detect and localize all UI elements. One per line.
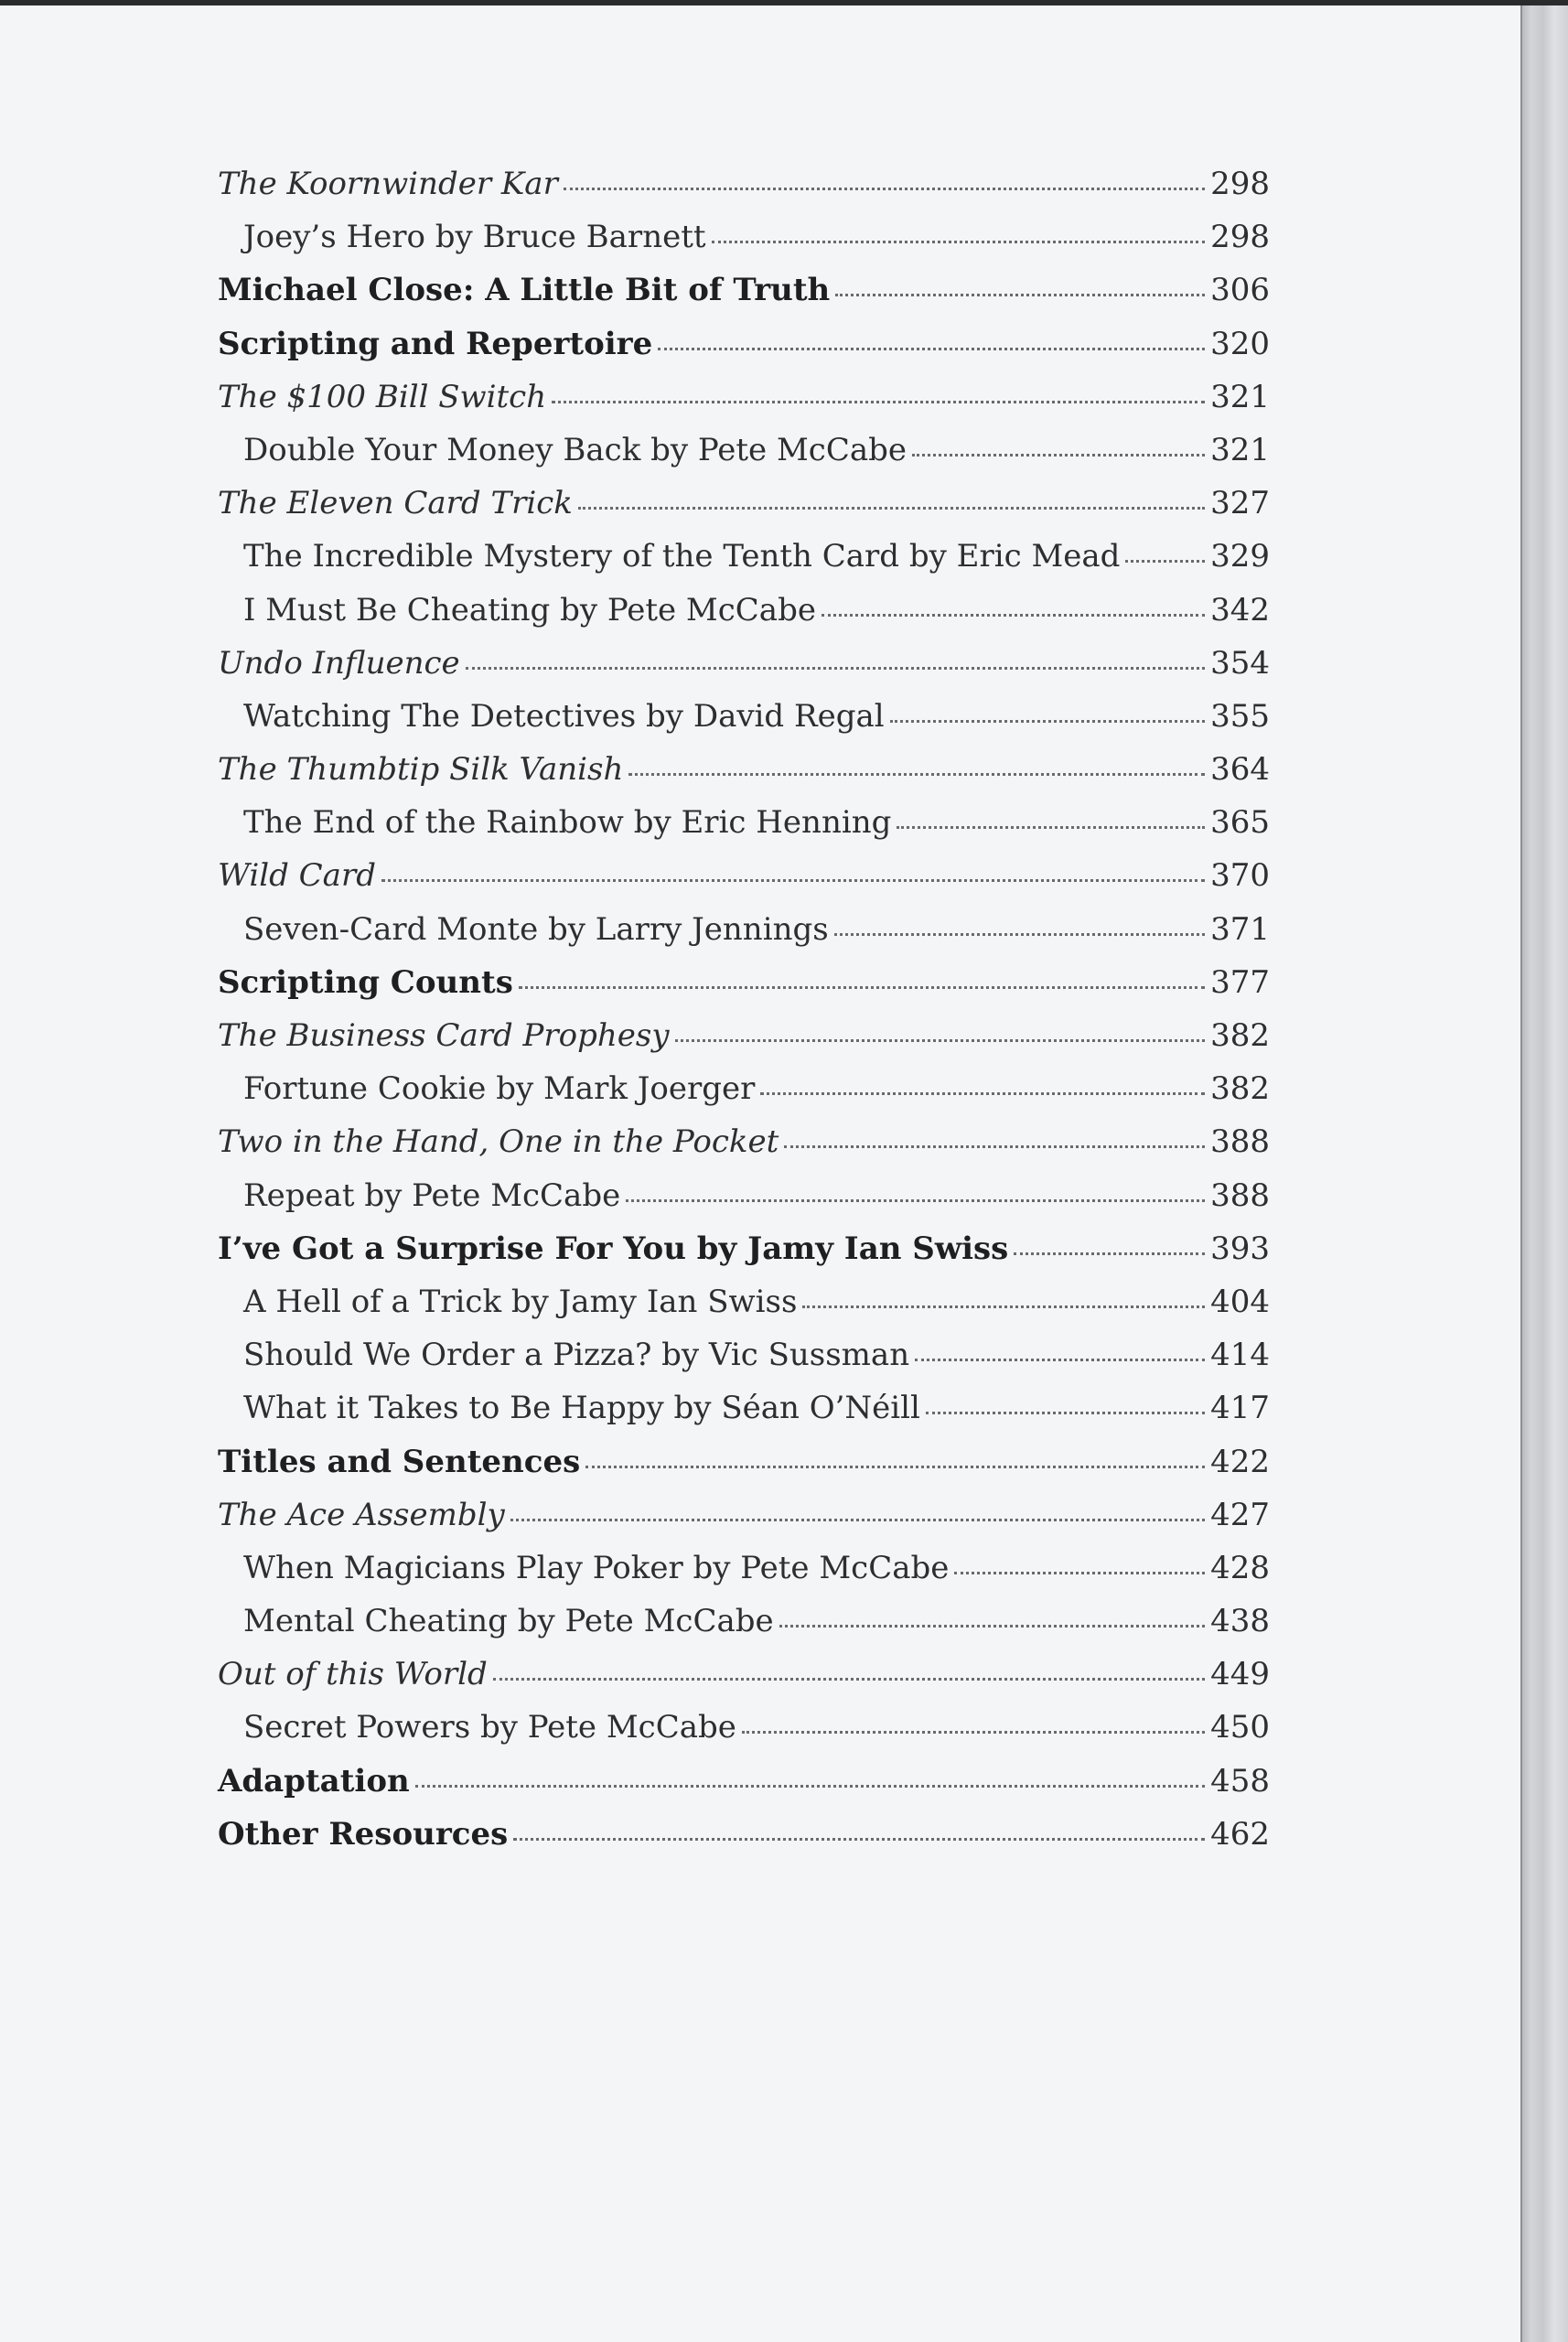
dot-leader	[760, 1092, 1205, 1095]
toc-entry	[218, 1009, 1270, 1062]
toc-entry	[218, 1062, 1270, 1115]
toc-entry-page: 320	[1210, 325, 1270, 362]
toc-entry	[218, 1222, 1270, 1275]
dot-leader	[802, 1305, 1205, 1308]
toc-entry-title: Two in the Hand, One in the Pocket	[218, 1123, 779, 1161]
toc-entry-page: 298	[1210, 219, 1270, 256]
toc-entry	[218, 1115, 1270, 1168]
toc-entry-title: Fortune Cookie by Mark Joerger	[243, 1070, 756, 1108]
toc-entry	[218, 849, 1270, 902]
dot-leader	[742, 1731, 1205, 1734]
toc-entry-page: 382	[1210, 1070, 1270, 1108]
toc-entry-title: Michael Close: A Little Bit of Truth	[218, 272, 831, 309]
toc-entry-page: 365	[1210, 804, 1270, 842]
dot-leader	[626, 1199, 1205, 1202]
toc-entry-page: 370	[1210, 857, 1270, 895]
table-of-contents	[218, 157, 1270, 1861]
dot-leader	[628, 773, 1205, 776]
dot-leader	[564, 188, 1205, 190]
toc-entry	[218, 903, 1270, 956]
dot-leader	[784, 1145, 1205, 1148]
toc-entry	[218, 263, 1270, 317]
toc-entry	[218, 1648, 1270, 1701]
toc-entry	[218, 1381, 1270, 1434]
dot-leader	[890, 720, 1205, 723]
toc-entry-title: Should We Order a Pizza? by Vic Sussman	[243, 1337, 910, 1374]
toc-entry-page: 355	[1210, 697, 1270, 735]
dot-leader	[381, 879, 1205, 882]
dot-leader	[912, 454, 1205, 457]
book-spine	[1522, 0, 1568, 2342]
toc-entry	[218, 1808, 1270, 1861]
toc-entry	[218, 424, 1270, 477]
toc-entry-page: 342	[1210, 591, 1270, 628]
dot-leader	[1125, 560, 1205, 563]
toc-entry-page: 428	[1210, 1549, 1270, 1586]
dot-leader	[712, 241, 1206, 243]
toc-entry-title: What it Takes to Be Happy by Séan O’Néill	[243, 1390, 920, 1427]
toc-entry-page: 321	[1210, 378, 1270, 415]
toc-entry-page: 354	[1210, 644, 1270, 682]
dot-leader	[466, 667, 1205, 670]
dot-leader	[578, 507, 1205, 510]
dot-leader	[415, 1785, 1205, 1788]
dot-leader	[779, 1625, 1205, 1628]
dot-leader	[585, 1466, 1205, 1468]
dot-leader	[552, 401, 1205, 403]
toc-entry	[218, 584, 1270, 637]
dot-leader	[675, 1039, 1206, 1042]
toc-entry	[218, 637, 1270, 690]
toc-entry-title: I’ve Got a Surprise For You by Jamy Ian Swiss	[218, 1230, 1009, 1267]
toc-entry	[218, 690, 1270, 743]
toc-entry-title: Seven-Card Monte by Larry Jennings	[243, 910, 829, 948]
toc-entry-page: 462	[1210, 1815, 1270, 1853]
toc-entry	[218, 530, 1270, 583]
toc-entry-title: Double Your Money Back by Pete McCabe	[243, 431, 908, 468]
toc-entry-page: 449	[1210, 1656, 1270, 1693]
dot-leader	[834, 933, 1205, 936]
toc-entry-title: Scripting and Repertoire	[218, 325, 653, 362]
dot-leader	[510, 1519, 1205, 1521]
toc-entry-title: The Incredible Mystery of the Tenth Card by Eric Mead	[243, 538, 1121, 575]
dot-leader	[926, 1412, 1205, 1414]
toc-entry-title: The $100 Bill Switch	[218, 378, 547, 415]
toc-entry-page: 388	[1210, 1123, 1270, 1161]
toc-entry-title: Repeat by Pete McCabe	[243, 1176, 621, 1214]
scan-top-edge	[0, 0, 1568, 5]
toc-entry	[218, 796, 1270, 849]
toc-entry	[218, 1595, 1270, 1648]
toc-entry-title: When Magicians Play Poker by Pete McCabe	[243, 1549, 950, 1586]
toc-entry-page: 427	[1210, 1496, 1270, 1533]
toc-entry-page: 364	[1210, 751, 1270, 789]
dot-leader	[493, 1678, 1205, 1681]
toc-entry-title: Other Resources	[218, 1815, 509, 1853]
toc-entry	[218, 317, 1270, 371]
toc-entry-title: I Must Be Cheating by Pete McCabe	[243, 591, 816, 628]
toc-entry	[218, 371, 1270, 424]
toc-entry-title: Secret Powers by Pete McCabe	[243, 1709, 736, 1746]
toc-entry-title: Joey’s Hero by Bruce Barnett	[243, 219, 706, 256]
toc-entry	[218, 956, 1270, 1009]
dot-leader	[658, 348, 1205, 350]
toc-entry-title: The Business Card Prophesy	[218, 1017, 670, 1054]
dot-leader	[822, 614, 1205, 617]
toc-entry	[218, 1542, 1270, 1595]
toc-entry-title: Out of this World	[218, 1656, 488, 1693]
toc-entry-page: 414	[1210, 1337, 1270, 1374]
toc-entry-title: Adaptation	[218, 1762, 410, 1799]
toc-entry	[218, 157, 1270, 210]
toc-entry-page: 438	[1210, 1603, 1270, 1640]
toc-entry	[218, 477, 1270, 530]
toc-entry-title: The Koornwinder Kar	[218, 166, 558, 202]
toc-entry	[218, 1435, 1270, 1488]
toc-entry	[218, 743, 1270, 796]
toc-entry-page: 382	[1210, 1017, 1270, 1054]
dot-leader	[897, 826, 1205, 829]
toc-entry-title: The Eleven Card Trick	[218, 485, 573, 522]
toc-entry-page: 388	[1210, 1176, 1270, 1214]
dot-leader	[954, 1572, 1205, 1574]
toc-entry-title: Watching The Detectives by David Regal	[243, 697, 885, 735]
toc-entry	[218, 1169, 1270, 1222]
toc-entry-page: 450	[1210, 1709, 1270, 1746]
toc-entry-page: 458	[1210, 1762, 1270, 1799]
toc-entry	[218, 210, 1270, 263]
toc-entry-title: The Ace Assembly	[218, 1496, 505, 1533]
dot-leader	[915, 1359, 1205, 1361]
toc-entry-title: The Thumbtip Silk Vanish	[218, 751, 624, 789]
toc-entry-page: 417	[1210, 1390, 1270, 1427]
toc-entry-title: A Hell of a Trick by Jamy Ian Swiss	[243, 1283, 798, 1320]
toc-entry	[218, 1328, 1270, 1381]
toc-entry-page: 371	[1210, 910, 1270, 948]
toc-entry	[218, 1488, 1270, 1542]
toc-entry-title: Scripting Counts	[218, 963, 513, 1001]
toc-entry-page: 422	[1210, 1443, 1270, 1480]
toc-entry-page: 306	[1210, 272, 1270, 309]
dot-leader	[1014, 1252, 1205, 1255]
toc-entry-page: 298	[1210, 166, 1270, 202]
toc-entry-page: 321	[1210, 431, 1270, 468]
toc-entry-title: Undo Influence	[218, 644, 460, 682]
toc-entry-title: Mental Cheating by Pete McCabe	[243, 1603, 774, 1640]
toc-entry-page: 404	[1210, 1283, 1270, 1320]
toc-entry	[218, 1275, 1270, 1328]
toc-entry-title: The End of the Rainbow by Eric Henning	[243, 804, 892, 842]
dot-leader	[835, 294, 1205, 296]
toc-entry	[218, 1701, 1270, 1754]
toc-entry-page: 377	[1210, 963, 1270, 1001]
toc-entry	[218, 1755, 1270, 1808]
dot-leader	[519, 986, 1205, 989]
dot-leader	[513, 1838, 1205, 1841]
toc-entry-page: 393	[1210, 1230, 1270, 1267]
toc-entry-page: 327	[1210, 485, 1270, 522]
toc-entry-page: 329	[1210, 538, 1270, 575]
toc-entry-title: Titles and Sentences	[218, 1443, 581, 1480]
toc-entry-title: Wild Card	[218, 857, 376, 895]
